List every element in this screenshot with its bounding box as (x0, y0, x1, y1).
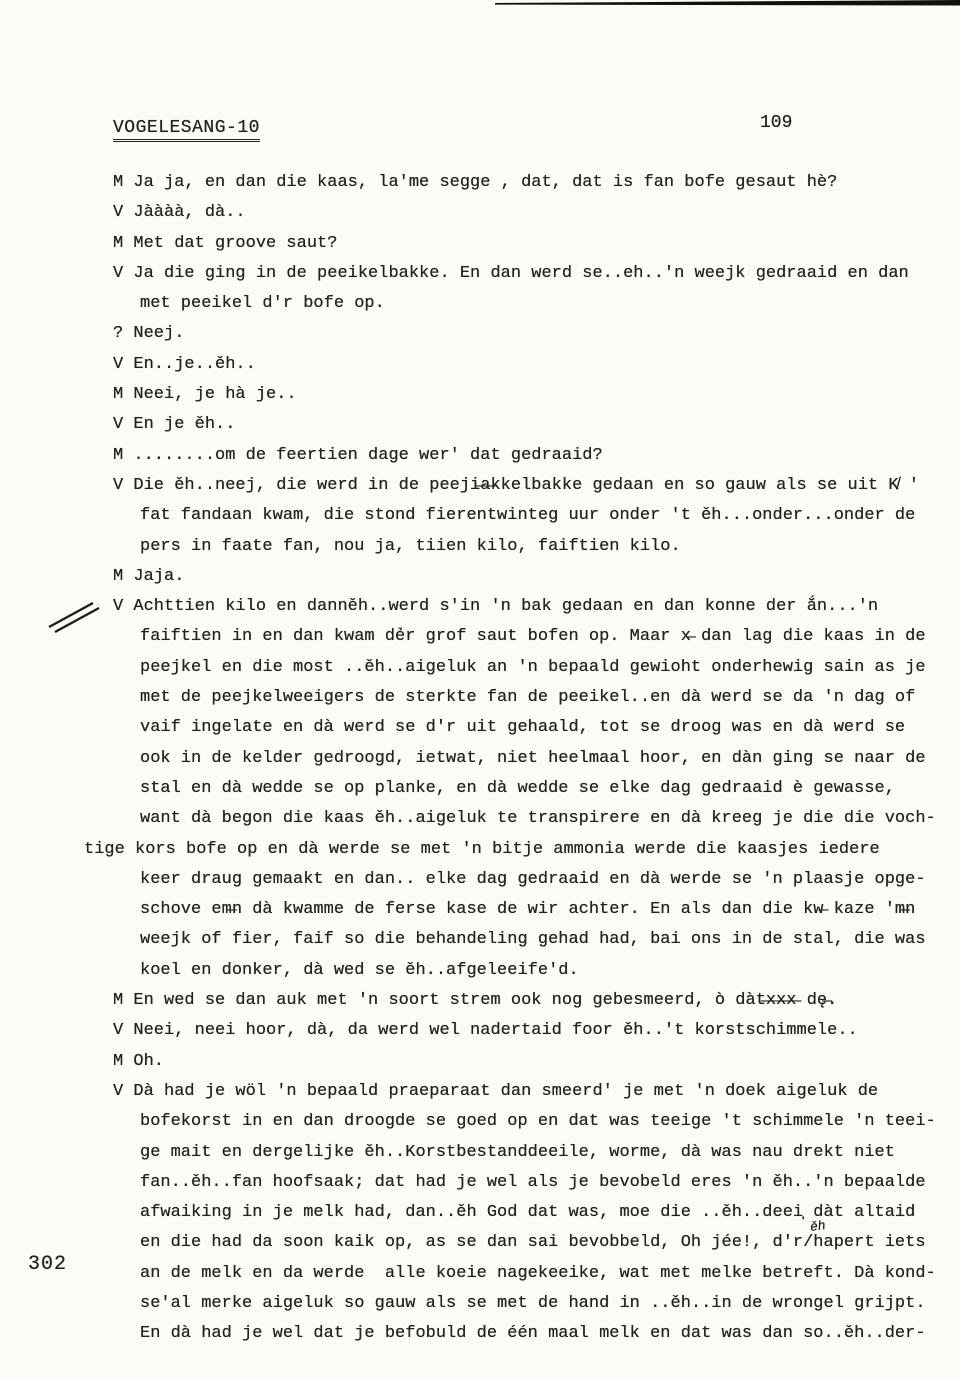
transcript-line (113, 198, 953, 228)
utterance-text: Ja ja, en dan die kaas, la'me segge , dat, dat is fan bofe gesaut hè? (123, 173, 838, 192)
transcript-line (113, 168, 953, 198)
continuation-text: schove em̶n dà kwamme de ferse kase de wir achter. En als dan die kw̶ kaze 'm̶n (140, 900, 916, 920)
speaker-label: V (113, 475, 124, 495)
document-header (113, 118, 260, 142)
continuation-text: met de peejkelweeigers de sterkte fan de peeikel..en dà werd se da 'n dag of (140, 688, 916, 708)
utterance-text: Neei, neei hoor, dà, da werd wel nadertaid foor ěh..'t korstschimmele.. (123, 1021, 858, 1041)
transcript-line (113, 350, 953, 380)
continuation-text: fan..ěh..fan hoofsaak; dat had je wel als je bevobeld eres 'n ěh..'n bepaalde (140, 1172, 926, 1192)
transcript-line (113, 1319, 953, 1349)
transcript-line (113, 956, 953, 986)
utterance-text: Met dat groove saut? (123, 233, 338, 253)
continuation-text: koel en donker, dà wed se ěh..afgeleeife'd. (140, 960, 579, 980)
utterance-text: Jaja. (123, 566, 185, 586)
utterance-text: En wed se dan auk met 'n soort strem ook nog gebesmeerd, ò dàt̶x̶x̶x̶ dę̶. (123, 991, 838, 1011)
transcript-line (113, 774, 953, 804)
transcript-line (113, 592, 953, 622)
transcript-line (113, 1228, 953, 1258)
speaker-label: M (113, 566, 124, 586)
transcript-line (113, 1289, 953, 1319)
continuation-text: vaif ingelate en dà werd se d'r uit gehaald, tot se droog was en dà werd se (140, 718, 906, 738)
transcript-line (84, 835, 953, 865)
transcript-line (113, 653, 953, 683)
speaker-label: V (113, 1021, 124, 1041)
speaker-label: V (113, 1081, 124, 1101)
utterance-text: ........om de feertien dage wer' dat gedraaid? (123, 445, 603, 465)
speaker-label: M (113, 1051, 124, 1071)
utterance-text: En je ěh.. (123, 415, 236, 435)
transcript-line (113, 986, 953, 1016)
speaker-label: M (113, 385, 124, 405)
speaker-label: M (113, 233, 124, 253)
transcript-line (113, 1047, 953, 1077)
continuation-text: keer draug gemaakt en dan.. elke dag gedraaid en dà werde se 'n plaasje opge- (140, 869, 926, 889)
transcript-line (113, 622, 953, 652)
speaker-label: M (113, 445, 124, 465)
continuation-text: bofekorst in en dan droogde se goed op en dat was teeige 't schimmele 'n teei- (140, 1112, 936, 1132)
document-title: VOGELESANG-10 (113, 118, 260, 142)
speaker-label: V (113, 354, 124, 374)
utterance-text: Achttien kilo en danněh..werd s'in 'n bak gedaan en dan konne der ắn...'n (123, 597, 879, 617)
page-number: 109 (760, 113, 793, 133)
transcript-line (113, 683, 953, 713)
transcript-line (113, 1198, 953, 1228)
speaker-label: ? (113, 324, 124, 344)
continuation-text: an de melk en da werde alle koeie nagekeeike, wat met melke betreft. Dà kond- (140, 1263, 936, 1283)
continuation-text: tige kors bofe op en dà werde se met 'n bitje ammonia werde die kaasjes iedere (84, 839, 880, 859)
transcript-line (113, 895, 953, 925)
speaker-label: V (113, 203, 124, 223)
transcript-line (113, 259, 953, 289)
utterance-text: Ja die ging in de peeikelbakke. En dan werd se..eh..'n weejk gedraaid en dan (123, 263, 909, 283)
utterance-text: Neei, je hà je.. (123, 385, 297, 405)
continuation-text: En dà had je wel dat je befobuld de één maal melk en dat was dan so..ěh..der- (140, 1324, 926, 1344)
continuation-text: peejkel en die most ..ěh..aigeluk an 'n bepaald gewioht onderhewig sain as je (140, 657, 926, 677)
transcript-line (113, 441, 953, 471)
speaker-label: V (113, 597, 124, 617)
utterance-text: Oh. (123, 1051, 165, 1071)
speaker-label: V (113, 415, 124, 435)
continuation-text: pers in faate fan, nou ja, tiien kilo, faiftien kilo. (140, 536, 681, 556)
continuation-text: weejk of fier, faif so die behandeling gehad had, bai ons in de stal, die was (140, 930, 926, 950)
transcript-line (113, 925, 953, 955)
speaker-label: M (113, 173, 124, 192)
continuation-text: afwaiking in je melk had, dan..ěh God dat was, moe die ..ěh..deei̦ dàt altaid (140, 1203, 916, 1223)
continuation-text: met peeikel d'r bofe op. (140, 294, 385, 314)
continuation-text: stal en dà wedde se op planke, en dà wedde se elke dag gedraaid è gewasse, (140, 778, 895, 798)
transcript-line (113, 562, 953, 592)
transcript-line (113, 1016, 953, 1046)
transcript-line (113, 289, 953, 319)
margin-number: 302 (28, 1253, 68, 1276)
transcript-line (113, 471, 953, 501)
transcript-line (113, 1259, 953, 1289)
transcript-line (113, 1168, 953, 1198)
continuation-text: ook in de kelder gedroogd, ietwat, niet heelmaal hoor, en dàn ging se naar de (140, 748, 926, 768)
scan-edge-artifact (495, 0, 960, 8)
continuation-text: fat fandaan kwam, die stond fierentwinteg uur onder 't ěh...onder...onder de (140, 506, 916, 526)
continuation-text: want dà begon die kaas ěh..aigeluk te transpirere en dà kreeg je die die voch- (140, 809, 936, 829)
transcript-line (113, 1138, 953, 1168)
continuation-text: en die had da soon kaik op, as se dan sai bevobbeld, Oh jée!, d'r/hapert iets (140, 1233, 926, 1253)
speaker-label: M (113, 991, 124, 1011)
transcript-line (113, 1107, 953, 1137)
continuation-text: ge mait en dergelijke ěh..Korstbestanddeeile, worme, dà was nau drekt niet (140, 1142, 895, 1162)
utterance-text: Die ěh..neej, die werd in de peeji̶a̶kkelbakke gedaan en so gauw als se uit K̸ ' (123, 475, 919, 495)
transcript-line (113, 501, 953, 531)
utterance-text: Jàààà, dà.. (123, 203, 246, 223)
transcript-line (113, 410, 953, 440)
continuation-text: se'al merke aigeluk so gauw als se met de hand in ..ěh..in de wrongel grijpt. (140, 1293, 926, 1313)
handwritten-insertion-note: ěh (809, 1217, 827, 1236)
transcript-line (113, 532, 953, 562)
utterance-text: Neej. (123, 324, 185, 344)
transcript-line (113, 229, 953, 259)
transcript-line (113, 865, 953, 895)
continuation-text: faiftien in en dan kwam dẻr grof saut bofen op. Maar x̶ dan lag die kaas in de (140, 627, 926, 647)
transcript-line (113, 804, 953, 834)
utterance-text: Dà had je wöl 'n bepaald praeparaat dan smeerd' je met 'n doek aigeluk de (123, 1081, 879, 1101)
transcript-line (113, 1077, 953, 1107)
transcript-line (113, 380, 953, 410)
transcript-line (113, 319, 953, 349)
transcript-line (113, 713, 953, 743)
speaker-label: V (113, 263, 124, 283)
margin-slash-mark (46, 594, 100, 636)
transcript-line (113, 744, 953, 774)
utterance-text: En..je..ěh.. (123, 354, 256, 374)
transcript (84, 168, 953, 1350)
